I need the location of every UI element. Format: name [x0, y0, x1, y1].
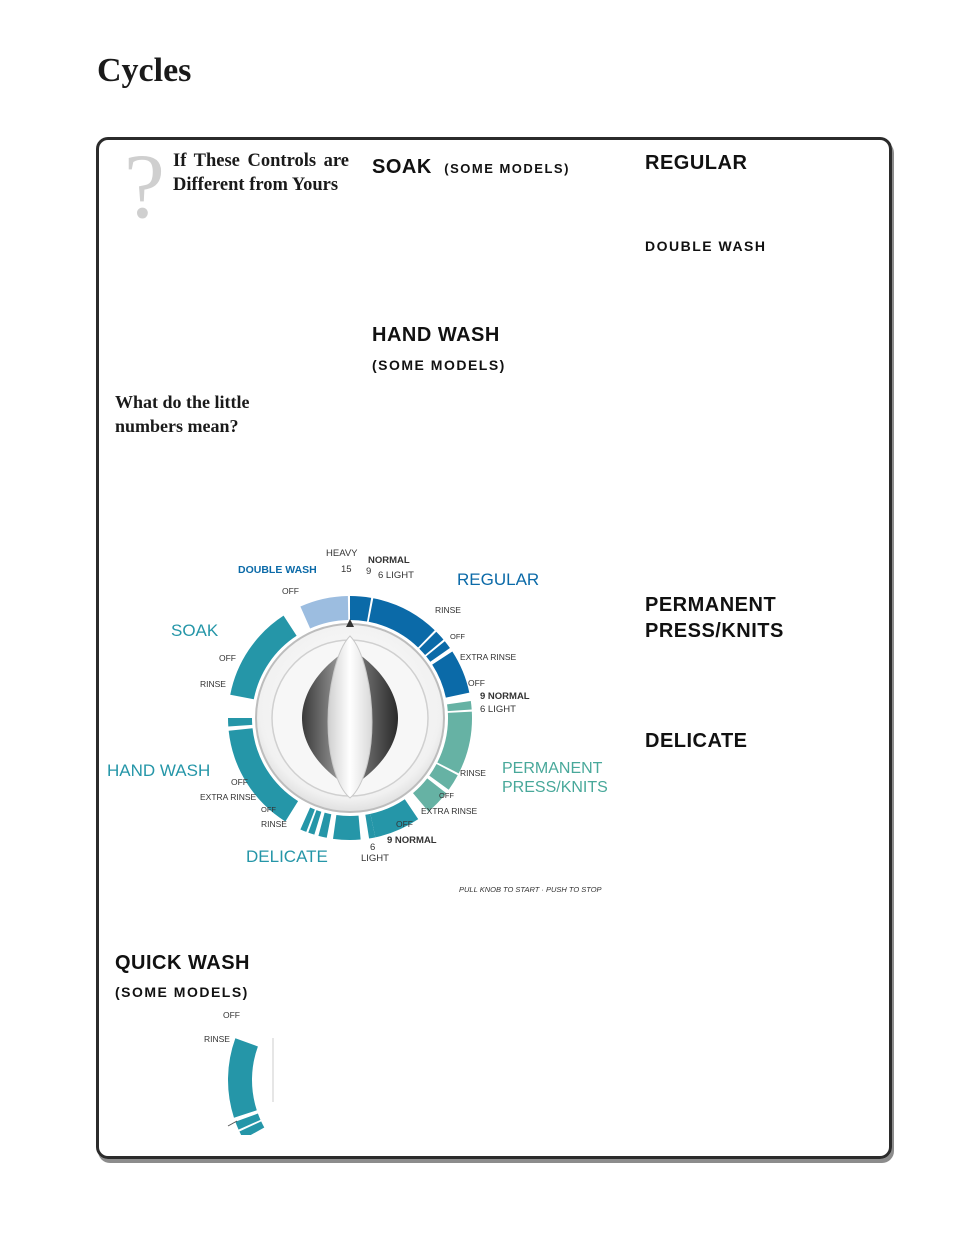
quick-wash-note: (SOME MODELS) — [115, 984, 249, 1000]
mark-off-soak: OFF — [219, 653, 236, 663]
mark-9-top: 9 — [366, 566, 372, 577]
mark-off-top-left: OFF — [282, 586, 299, 596]
mark-normal-top: NORMAL — [368, 555, 410, 566]
callout-heading: If These Controls are Different from Yours — [173, 151, 349, 195]
question-mark-icon: ? — [124, 135, 165, 237]
quick-wash-dial — [195, 1005, 285, 1135]
label-permanent-press — [502, 760, 608, 796]
permanent-press-heading: PERMANENT PRESS/KNITS — [645, 594, 784, 642]
mark-off-pp: OFF — [468, 678, 485, 688]
label-permanent-press-line1: PERMANENT — [502, 760, 603, 777]
label-hand-wash: HAND WASH — [107, 761, 211, 780]
hand-wash-note: (SOME MODELS) — [372, 357, 506, 373]
label-delicate: DELICATE — [246, 847, 328, 866]
qw-ring-segment-2 — [228, 1038, 258, 1117]
dial-footer: PULL KNOB TO START · PUSH TO STOP — [459, 885, 602, 894]
hand-wash-heading: HAND WASH — [372, 324, 500, 346]
qw-mark-rinse: RINSE — [204, 1034, 230, 1044]
mark-6-light-pp: 6 LIGHT — [480, 704, 516, 715]
mark-off-pp2: OFF — [439, 791, 454, 800]
dial-ring-segment-1 — [350, 596, 371, 621]
cycle-dial — [100, 540, 640, 900]
qw-mark-off: OFF — [223, 1010, 240, 1020]
quick-wash-tick — [228, 1121, 237, 1126]
soak-title: SOAK — [372, 156, 432, 178]
mark-light-del: LIGHT — [361, 853, 389, 864]
mark-rinse-pp: RINSE — [460, 768, 486, 778]
label-soak: SOAK — [171, 621, 219, 640]
mark-heavy: HEAVY — [326, 548, 358, 559]
mark-rinse-regular: RINSE — [435, 605, 461, 615]
mark-9-normal-pp: 9 NORMAL — [480, 691, 530, 702]
mark-15: 15 — [341, 564, 352, 575]
page-title: Cycles — [97, 52, 192, 89]
dial-ring-segment-12 — [333, 815, 361, 840]
mark-extra-rinse-regular: EXTRA RINSE — [460, 652, 517, 662]
mark-off-del2: OFF — [396, 819, 413, 829]
label-regular: REGULAR — [457, 570, 540, 589]
label-permanent-press-line2: PRESS/KNITS — [502, 779, 608, 796]
mark-rinse-del: RINSE — [261, 819, 287, 829]
mark-off-regular: OFF — [450, 632, 465, 641]
pointer-icon — [346, 619, 354, 627]
dial-ring-segment-6 — [447, 701, 472, 711]
dial-ring-segment-17 — [228, 718, 252, 727]
double-wash-heading: DOUBLE WASH — [645, 238, 767, 254]
mark-extra-rinse-hand: EXTRA RINSE — [200, 792, 257, 802]
quick-wash-heading: QUICK WASH — [115, 952, 250, 974]
mark-extra-rinse-pp: EXTRA RINSE — [421, 806, 478, 816]
regular-heading: REGULAR — [645, 152, 748, 174]
mark-off-del: OFF — [261, 805, 276, 814]
mark-6-light-top: 6 LIGHT — [378, 570, 414, 581]
numbers-question: What do the little numbers mean? — [115, 392, 250, 436]
quick-wash-ring — [228, 1038, 264, 1135]
soak-note: (SOME MODELS) — [444, 161, 570, 176]
mark-9-normal-del: 9 NORMAL — [387, 835, 437, 846]
mark-6-del: 6 — [370, 842, 376, 853]
dial-ring-segment-13 — [318, 813, 331, 838]
label-double-wash: DOUBLE WASH — [238, 564, 317, 576]
delicate-heading: DELICATE — [645, 730, 748, 752]
soak-heading — [372, 156, 570, 179]
mark-off-hand: OFF — [231, 777, 248, 787]
mark-rinse-soak: RINSE — [200, 679, 226, 689]
